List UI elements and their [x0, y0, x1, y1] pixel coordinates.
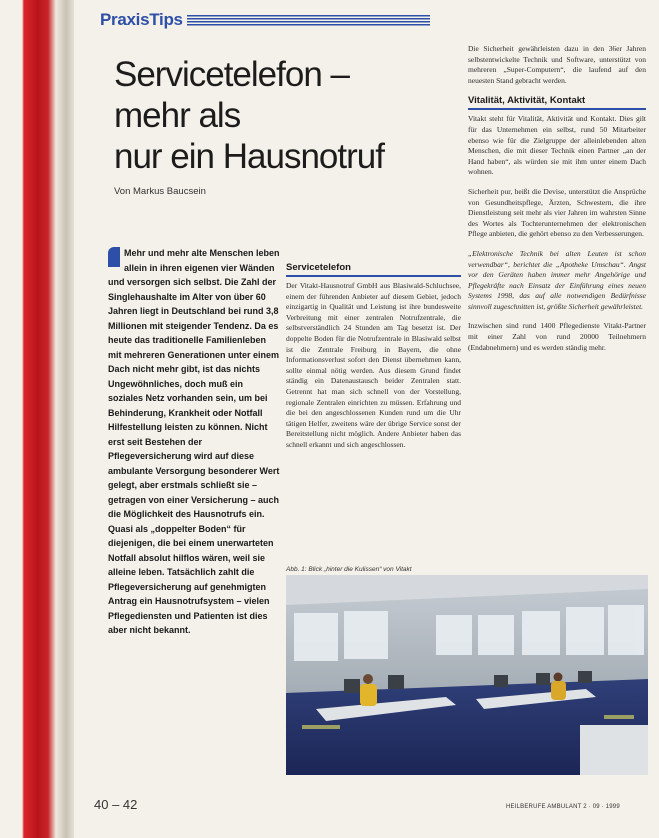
footer-source: HEILBERUFE AMBULANT 2 · 09 · 1999	[506, 804, 620, 810]
office-scene-image	[286, 575, 648, 775]
photo-caption: Abb. 1: Blick „hinter die Kulissen“ von Vitakt	[286, 566, 412, 573]
right-column	[468, 44, 646, 362]
right-intro-paragraph: Die Sicherheit gewährleisten dazu in den 36er Jahren selbstentwickelte Technik und Software, unterstützt von mehreren „Super-Computern“, die laufend auf den neuesten Stand gebracht werden.	[468, 44, 646, 85]
body-paragraph: Vitakt steht für Vitalität, Aktivität und Kontakt. Dies gilt für das Unternehmen ein selbst, rund 50 Mitarbeiter ebenso wie für die Zielgruppe der alleinlebenden alten Menschen, die mit dieser Technik einen Partner „an der Hand haben“, als würden sie mit ihm unter einem Dach wohnen.	[468, 114, 646, 177]
section-tag: PraxisTips	[100, 10, 183, 29]
middle-column	[286, 262, 461, 451]
call-center-photo	[286, 575, 648, 775]
intro-text: Mehr und mehr alte Menschen leben allein in ihren eigenen vier Wänden und versorgen sich selbst. Die Zahl der Singlehaushalte im Alter von über 60 Jahren liegt in Deutschland bei rund 3,8 Millionen mit steigender Tendenz. Da es heute das traditionelle Familienleben mit mehreren Generationen unter einem Dach nicht mehr gibt, ist das nichts Ungewöhnliches, doch muß ein soziales Netz vorhanden sein, um bei Behinderung, Krankheit oder Notfall Hilfestellung leisten zu können. Nicht erst seit Bestehen der Pflegeversicherung wird auf diese ambulante Versorgung besonderer Wert gelegt, aber erstmals schließt sie – getragen von einer Versicherung – auch die Möglichkeit des Hausnotrufs ein. Quasi als „doppelter Boden“ für diejenigen, die bei einem unerwarteten Notfall absolut hilflos wären, weil sie alleine leben. Tatsächlich zahlt die Pflegeversicherung auf genehmigten Antrag ein Hausnotrufsystem – vielen Pflegediensten und Patienten ist dies aber nicht bekannt.	[108, 248, 280, 635]
magazine-spine	[0, 0, 74, 838]
page-number: 40 – 42	[94, 797, 138, 812]
title-line: mehr als	[114, 96, 241, 135]
intro-marker-icon	[108, 247, 120, 267]
byline: Von Markus Baucsein	[114, 186, 206, 197]
title-line: Servicetelefon –	[114, 55, 349, 94]
body-paragraph: Inzwischen sind rund 1400 Pflegedienste Vitakt-Partner mit einer Zahl von rund 20000 Teilnehmern (Endabnehmern) und es werden ständig mehr.	[468, 321, 646, 352]
body-paragraph: Sicherheit pur, heißt die Devise, unterstützt die Ansprüche von Gesundheitspflege, Ärzten, Schwestern, die ihre Dienstleistung seit mehr als vier Jahren im wahrsten Sinne des Wortes als Tochterunternehmen der elektronischen Pflege anbieten, die gehört ebenso zu den Verbesserungen.	[468, 186, 646, 239]
article-title	[114, 54, 444, 177]
section-body: Der Vitakt-Hausnotruf GmbH aus Blasiwald-Schluchsee, einem der führenden Anbieter auf diesem Gebiet, jedoch einzigartig in Qualität und Leistung ist ihre bundesweite Verbreitung mit einer zentralen Notrufzentrale, die selbstverständlich 24 Stunden am Tag besetzt ist. Der doppelte Boden für die Notrufzentrale in Blasiwald selbst ist die Zentrale Freiburg in Bayern, die ohne Informationsverlust sofort den Dienst übernehmen kann, sollte einmal nötig werden. Aus diesem Grund findet ständig ein Datenaustausch beider Zentralen statt. Getrennt hat man sich schnell von der Vorstellung, regionale Zentralen einrichten zu müssen. Erfahrung und die bei den angeschlossenen Kunden rund um die Uhr tätigen Helfer, zweitens wäre der übrige Service sonst der Bereitstellung nicht möglich. Andere Anbieter haben das schnell erkannt und sich angeschlossen.	[286, 281, 461, 449]
section-header	[100, 8, 430, 32]
title-line: nur ein Hausnotruf	[114, 137, 384, 176]
section-heading: Servicetelefon	[286, 262, 461, 277]
header-rule	[187, 15, 430, 26]
magazine-page	[74, 0, 659, 838]
quote-paragraph: „Elektronische Technik bei alten Leuten ist schon verwendbar“, berichtet die „Apotheke Umschau“. Angst vor den Geräten haben immer mehr Angehörige und Pflegekräfte nach Einsatz der Einführung eines neuen Systems 1998, das auf alle notwendigen Bedürfnisse sinnvoll zugeschnitten ist, größte Sicherheit gewährleistet.	[468, 248, 646, 311]
section-heading: Vitalität, Aktivität, Kontakt	[468, 95, 646, 110]
intro-column	[108, 246, 280, 638]
